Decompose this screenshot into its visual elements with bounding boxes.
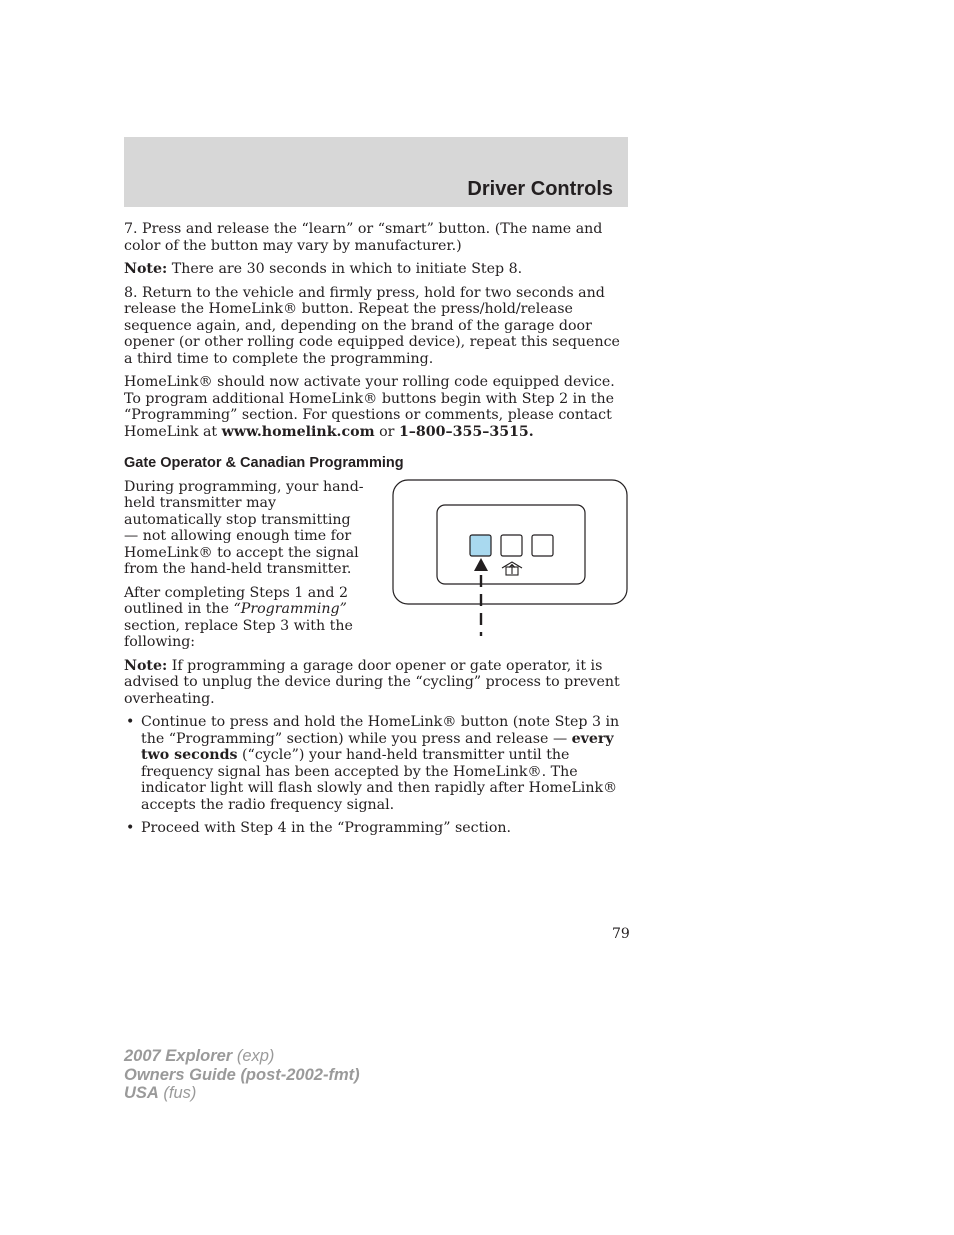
homelink-button-2 bbox=[501, 535, 522, 556]
footer-market: USA bbox=[124, 1084, 159, 1102]
homelink-phone: 1–800–355–3515. bbox=[398, 423, 534, 440]
list-item-text: Continue to press and hold the HomeLink® button (note Step 3 in the “Programming” section) while you press and release — bbox=[141, 714, 620, 747]
step-8-paragraph: 8. Return to the vehicle and firmly press, hold for two seconds and release the HomeLink® button. Repeat the press/hold/release sequence again, and, depending on the brand of the garage door opener (or other rolling code equipped device), repeat this sequence a third time to complete the programming. bbox=[124, 284, 620, 367]
arrow-up-icon bbox=[474, 558, 488, 571]
footer-model-code: (exp) bbox=[232, 1047, 275, 1065]
homelink-button-3 bbox=[532, 535, 553, 556]
section-header-band bbox=[124, 137, 628, 207]
footer-model: 2007 Explorer bbox=[124, 1047, 233, 1065]
list-item-text: (“cycle”) your hand-held transmitter until the frequency signal has been accepted by the HomeLink®. The indicator light will flash slowly and then rapidly after HomeLink® accepts the radio frequency signal. bbox=[141, 747, 618, 813]
list-item: • Proceed with Step 4 in the “Programming” section. bbox=[124, 820, 624, 837]
homelink-website: www.homelink.com bbox=[221, 423, 375, 440]
gate-paragraph-2-start: After completing Steps 1 and 2 outlined in the bbox=[124, 584, 349, 617]
every-two-seconds-emphasis: every two seconds bbox=[141, 730, 614, 763]
gate-operator-heading: Gate Operator & Canadian Programming bbox=[124, 455, 404, 471]
footer-market-code: (fus) bbox=[158, 1084, 197, 1102]
conjunction-or: or bbox=[374, 423, 399, 440]
note-label: Note: bbox=[124, 657, 168, 674]
programming-reference: “Programming” bbox=[233, 601, 347, 617]
note-label: Note: bbox=[124, 261, 168, 277]
step-7-paragraph: 7. Press and release the “learn” or “smart” button. (The name and color of the button may vary by manufacturer.) bbox=[124, 221, 603, 254]
note-overheating bbox=[124, 658, 624, 708]
footer-line-1 bbox=[124, 1047, 360, 1066]
note-text: If programming a garage door opener or gate operator, it is advised to unplug the device during the “cycling” process to prevent overheating. bbox=[124, 657, 620, 707]
homelink-contact-text: HomeLink® should now activate your rolling code equipped device. To program additional HomeLink® buttons begin with Step 2 in the “Programming” section. For questions or comments, please contact HomeLink at bbox=[124, 374, 615, 440]
document-footer bbox=[124, 1047, 360, 1103]
section-title: Driver Controls bbox=[467, 178, 613, 200]
gate-paragraph-2 bbox=[124, 585, 364, 651]
garage-house-icon bbox=[502, 562, 522, 575]
homelink-button-1-highlighted bbox=[470, 535, 491, 556]
gate-paragraph-2-end: section, replace Step 3 with the following: bbox=[124, 617, 353, 650]
gate-paragraph-1: During programming, your hand-held transmitter may automatically stop transmitting — not allowing enough time for HomeLink® to accept the signal from the hand-held transmitter. bbox=[124, 478, 364, 577]
note-step-8 bbox=[124, 261, 624, 278]
list-item bbox=[124, 714, 624, 813]
homelink-contact-paragraph bbox=[124, 374, 624, 440]
footer-guide-name: Owners Guide (post-2002-fmt) bbox=[124, 1065, 360, 1084]
note-text: There are 30 seconds in which to initiate Step 8. bbox=[167, 261, 523, 277]
instruction-list bbox=[124, 714, 624, 837]
homelink-buttons-illustration bbox=[392, 479, 628, 637]
gate-operator-section bbox=[124, 479, 624, 651]
page-number: 79 bbox=[612, 926, 630, 942]
gate-operator-text bbox=[124, 479, 364, 651]
page-content bbox=[124, 221, 624, 844]
footer-line-2 bbox=[124, 1066, 360, 1085]
footer-line-3 bbox=[124, 1084, 360, 1103]
